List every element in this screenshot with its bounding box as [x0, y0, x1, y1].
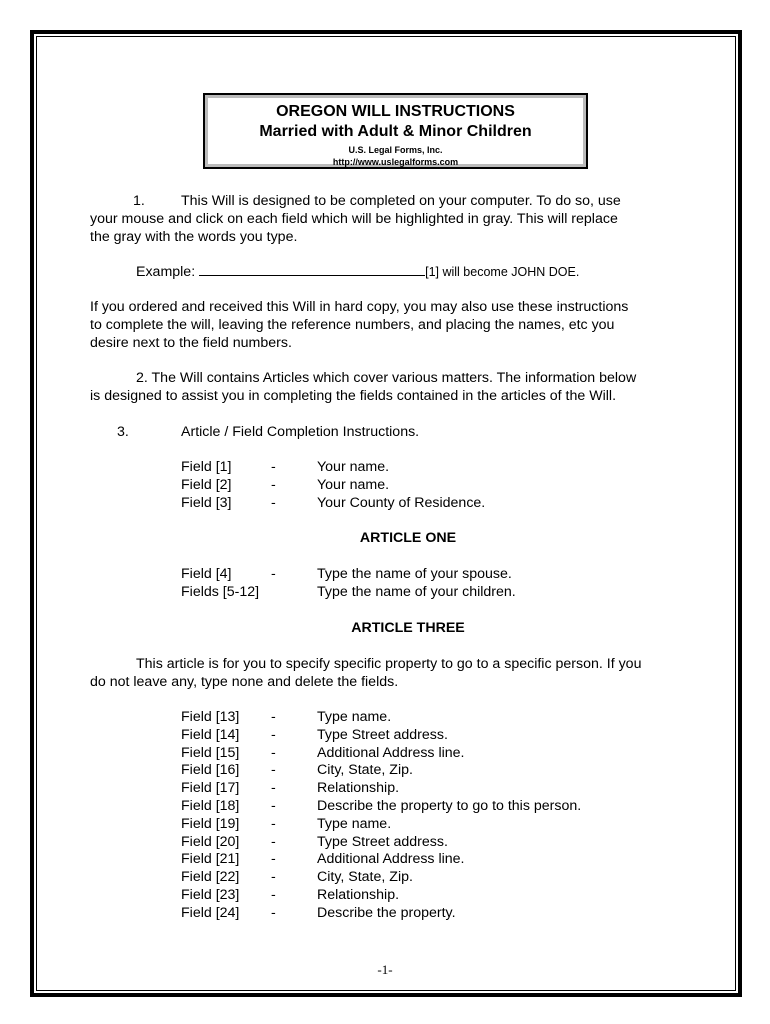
field-dash: -: [271, 566, 276, 582]
para2-line1: 2. The Will contains Articles which cover various matters. The information below: [136, 370, 637, 386]
field-label: Field [21]: [181, 851, 240, 868]
field-label: Field [17]: [181, 780, 240, 797]
para3-text: Article / Field Completion Instructions.: [181, 424, 420, 440]
field-row: [0, 565, 770, 583]
field-row: [0, 458, 770, 476]
field-desc: City, State, Zip.: [317, 762, 413, 779]
field-dash: -: [271, 762, 276, 779]
field-dash: -: [271, 459, 276, 475]
field-desc: Describe the property to go to this person.: [317, 798, 582, 814]
article-three-intro-line1: This article is for you to specify specific property to go to a specific person. If you: [136, 656, 642, 672]
para1-number: 1.: [133, 193, 145, 209]
para2-line2: is designed to assist you in completing the fields contained in the articles of the Will.: [90, 388, 617, 404]
field-row: [0, 779, 770, 797]
hardcopy-line2: to complete the will, leaving the reference numbers, and placing the names, etc you: [90, 317, 615, 333]
field-desc: Type the name of your spouse.: [317, 566, 512, 582]
para1-line2: your mouse and click on each field which will be highlighted in gray. This will replace: [90, 211, 618, 227]
article-one-heading: ARTICLE ONE: [359, 530, 457, 546]
example-blank-field[interactable]: [199, 263, 425, 276]
field-desc: Relationship.: [317, 887, 400, 903]
field-label: Field [23]: [181, 887, 240, 903]
title-box: [203, 93, 588, 169]
field-label: Field [22]: [181, 869, 240, 886]
field-label: Field [18]: [181, 798, 240, 814]
field-label: Fields [5-12]: [181, 584, 260, 600]
field-row: [0, 476, 770, 494]
field-dash: -: [271, 495, 276, 511]
field-row: [0, 583, 770, 601]
example-suffix: [1] will become JOHN DOE.: [425, 265, 580, 279]
field-row: [0, 868, 770, 886]
article-three-heading: ARTICLE THREE: [351, 620, 465, 636]
field-desc: Your County of Residence.: [317, 495, 486, 511]
field-dash: -: [271, 709, 276, 725]
field-dash: -: [271, 477, 276, 493]
field-label: Field [19]: [181, 815, 240, 832]
example-label: Example:: [136, 264, 196, 280]
field-label: Field [20]: [181, 833, 240, 850]
field-row: [0, 850, 770, 868]
field-desc: Type Street address.: [317, 726, 448, 743]
field-dash: -: [271, 833, 276, 850]
field-row: [0, 886, 770, 904]
field-desc: Type Street address.: [317, 833, 448, 850]
field-dash: -: [271, 851, 276, 868]
field-dash: -: [271, 904, 276, 921]
field-desc: Your name.: [317, 459, 390, 475]
field-label: Field [1]: [181, 459, 232, 475]
example-line: [136, 263, 579, 281]
document-subtitle: Married with Adult & Minor Children: [259, 123, 532, 140]
field-desc: Type the name of your children.: [317, 584, 516, 600]
hardcopy-line1: If you ordered and received this Will in hard copy, you may also use these instructions: [90, 299, 629, 315]
field-desc: Type name.: [317, 709, 392, 725]
field-desc: Additional Address line.: [317, 851, 465, 868]
para1-line1: This Will is designed to be completed on your computer. To do so, use: [181, 193, 621, 209]
field-row: [0, 726, 770, 744]
field-dash: -: [271, 780, 276, 797]
field-row: [0, 761, 770, 779]
field-row: [0, 833, 770, 851]
document-title: OREGON WILL INSTRUCTIONS: [276, 103, 515, 120]
hardcopy-line3: desire next to the field numbers.: [90, 335, 292, 351]
field-row: [0, 797, 770, 815]
field-dash: -: [271, 815, 276, 832]
field-dash: -: [271, 869, 276, 886]
field-desc: Your name.: [317, 477, 390, 493]
field-label: Field [14]: [181, 726, 240, 743]
field-label: Field [16]: [181, 762, 240, 779]
field-desc: Additional Address line.: [317, 744, 465, 761]
field-label: Field [13]: [181, 709, 240, 725]
field-label: Field [4]: [181, 566, 232, 582]
field-row: [0, 904, 770, 922]
field-dash: -: [271, 726, 276, 743]
company-url[interactable]: http://www.uslegalforms.com: [332, 157, 459, 167]
field-row: [0, 744, 770, 762]
article-three-intro-line2: do not leave any, type none and delete the fields.: [90, 674, 399, 690]
page-number: -1-: [377, 962, 393, 977]
field-label: Field [3]: [181, 495, 232, 511]
field-row: [0, 815, 770, 833]
field-row: [0, 708, 770, 726]
field-desc: City, State, Zip.: [317, 869, 413, 886]
para1-line3: the gray with the words you type.: [90, 229, 298, 245]
para3-number: 3.: [117, 424, 129, 440]
field-dash: -: [271, 887, 276, 903]
field-desc: Relationship.: [317, 780, 400, 797]
company-name: U.S. Legal Forms, Inc.: [348, 145, 443, 155]
field-desc: Describe the property.: [317, 904, 456, 921]
field-row: [0, 494, 770, 512]
field-dash: -: [271, 744, 276, 761]
field-desc: Type name.: [317, 815, 392, 832]
field-label: Field [2]: [181, 477, 232, 493]
field-dash: -: [271, 798, 276, 814]
field-label: Field [15]: [181, 744, 240, 761]
field-label: Field [24]: [181, 904, 240, 921]
